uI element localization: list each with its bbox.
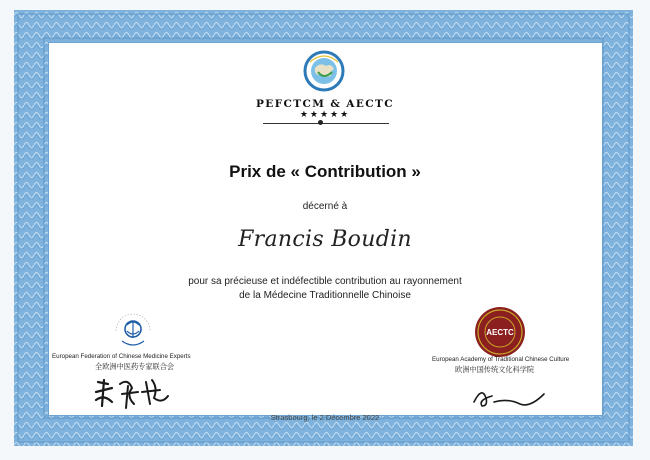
award-title: Prix de « Contribution » — [229, 162, 421, 181]
left-org-name-en: European Federation of Chinese Medicine Experts — [52, 353, 191, 360]
recipient-name: Francis Boudin — [238, 227, 412, 252]
right-org-name-en: European Academy of Traditional Chinese Culture — [432, 356, 570, 363]
left-signature — [92, 374, 182, 414]
organizations-header: PEFCTCM & AECTC — [256, 98, 394, 110]
citation-line-2: de la Médecine Traditionnelle Chinoise — [239, 290, 411, 301]
header-rule — [263, 123, 389, 124]
star-row: ★★★★★ — [299, 109, 351, 119]
left-org-name-zh: 全欧洲中医药专家联合会 — [95, 362, 175, 371]
rule-dot — [318, 120, 323, 125]
right-signature — [468, 384, 556, 412]
citation-line-1: pour sa précieuse et indéfectible contribution au rayonnement — [188, 276, 462, 287]
aectc-seal-text: AECTC — [486, 328, 514, 337]
right-org-name-zh: 欧洲中国传统文化科学院 — [455, 365, 535, 374]
pefctcm-emblem-logo — [108, 305, 158, 353]
awarded-to-label: décerné à — [302, 201, 348, 212]
place-and-date: Strasbourg, le 2 Décembre 2022 — [270, 413, 380, 422]
aectc-seal-logo — [472, 305, 528, 359]
pefctcm-globe-logo — [298, 50, 350, 92]
